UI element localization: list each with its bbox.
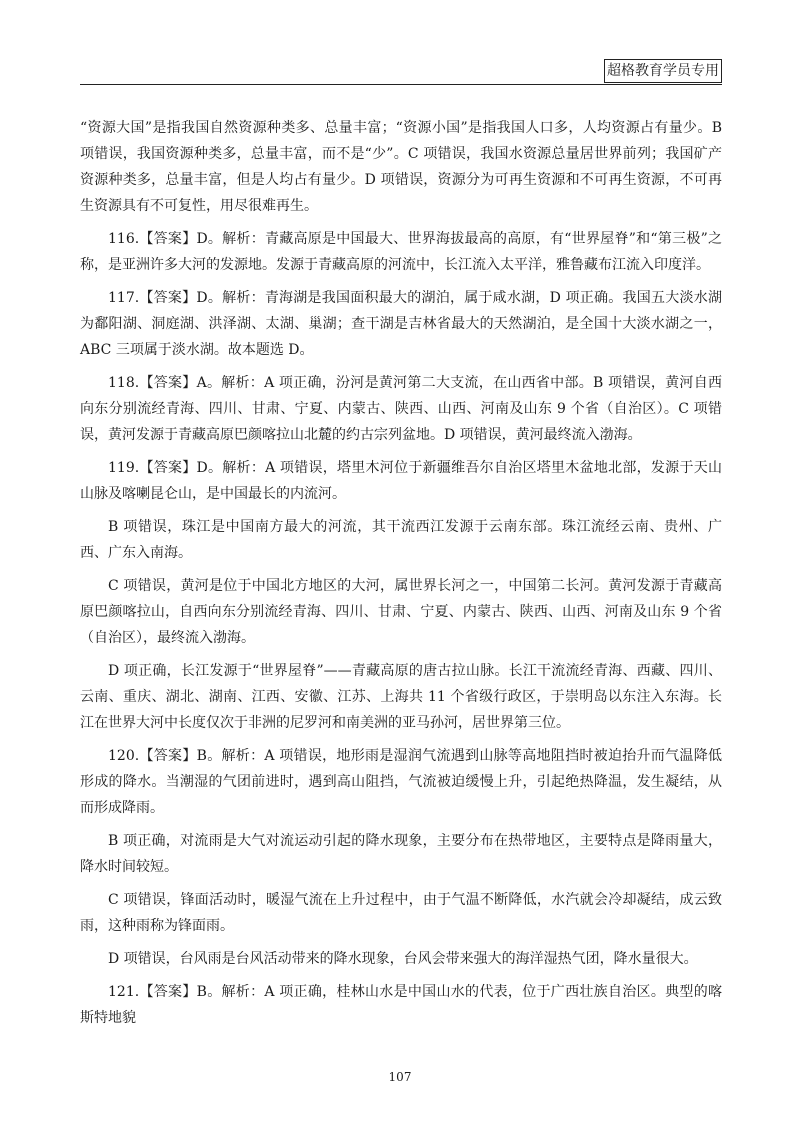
paragraph: D 项正确，长江发源于“世界屋脊”——青藏高原的唐古拉山脉。长江干流流经青海、西藏、四川、云南、重庆、湖北、湖南、江西、安徽、江苏、上海共 11 个省级行政区，于崇明岛以东注入东海。长江在世界大河中长度仅次于非洲的尼罗河和南美洲的亚马孙河，居世界第三位。	[80, 663, 722, 731]
paragraph: B 项正确，对流雨是大气对流运动引起的降水现象，主要分布在热带地区，主要特点是降雨量大，降水时间较短。	[80, 833, 722, 875]
paragraph: 116.【答案】D。解析：青藏高原是中国最大、世界海拔最高的高原，有“世界屋脊”和“第三极”之称，是亚洲许多大河的发源地。发源于青藏高原的河流中，长江流入太平洋，雅鲁藏布江流入印度洋。	[80, 231, 722, 273]
answer-explanations	[80, 115, 722, 1038]
paragraph: “资源大国”是指我国自然资源种类多、总量丰富；“资源小国”是指我国人口多，人均资源占有量少。B 项错误，我国资源种类多，总量丰富，而不是“少”。C 项错误，我国水资源总量居世界前列；我国矿产资源种类多，总量丰富，但是人均占有量少。D 项错误，资源分为可再生资源和不可再生资源，不可再生资源具有不可复性，用尽很难再生。	[80, 120, 722, 214]
paragraph: 121.【答案】B。解析：A 项正确，桂林山水是中国山水的代表，位于广西壮族自治区。典型的喀斯特地貌	[80, 984, 722, 1026]
paragraph: 120.【答案】B。解析：A 项错误，地形雨是湿润气流遇到山脉等高地阻挡时被迫抬升而气温降低形成的降水。当潮湿的气团前进时，遇到高山阻挡，气流被迫缓慢上升，引起绝热降温，发生凝结，从而形成降雨。	[80, 748, 722, 816]
header-rule	[80, 84, 722, 85]
paragraph: 117.【答案】D。解析：青海湖是我国面积最大的湖泊，属于咸水湖，D 项正确。我国五大淡水湖为鄱阳湖、洞庭湖、洪泽湖、太湖、巢湖；查干湖是吉林省最大的天然湖泊，是全国十大淡水湖之一，ABC 三项属于淡水湖。故本题选 D。	[80, 290, 722, 358]
page-number: 107	[388, 1070, 412, 1084]
header-badge: 超格教育学员专用	[604, 59, 722, 83]
paragraph: C 项错误，黄河是位于中国北方地区的大河，属世界长河之一，中国第二长河。黄河发源于青藏高原巴颜喀拉山，自西向东分别流经青海、四川、甘肃、宁夏、内蒙古、陕西、山西、河南及山东 9 个省（自治区），最终流入渤海。	[80, 578, 722, 646]
paragraph: 119.【答案】D。解析：A 项错误，塔里木河位于新疆维吾尔自治区塔里木盆地北部，发源于天山山脉及喀喇昆仑山，是中国最长的内流河。	[80, 460, 722, 502]
paragraph: D 项错误，台风雨是台风活动带来的降水现象，台风会带来强大的海洋湿热气团，降水量很大。	[108, 951, 698, 967]
paragraph: B 项错误，珠江是中国南方最大的河流，其干流西江发源于云南东部。珠江流经云南、贵州、广西、广东入南海。	[80, 519, 722, 561]
paragraph: 118.【答案】A。解析：A 项正确，汾河是黄河第二大支流，在山西省中部。B 项错误，黄河自西向东分别流经青海、四川、甘肃、宁夏、内蒙古、陕西、山西、河南及山东 9 个省（自治区）。C 项错误，黄河发源于青藏高原巴颜喀拉山北麓的约古宗列盆地。D 项错误，黄河最终流入渤海。	[80, 375, 722, 443]
paragraph: C 项错误，锋面活动时，暖湿气流在上升过程中，由于气温不断降低，水汽就会冷却凝结，成云致雨，这种雨称为锋面雨。	[80, 892, 722, 934]
